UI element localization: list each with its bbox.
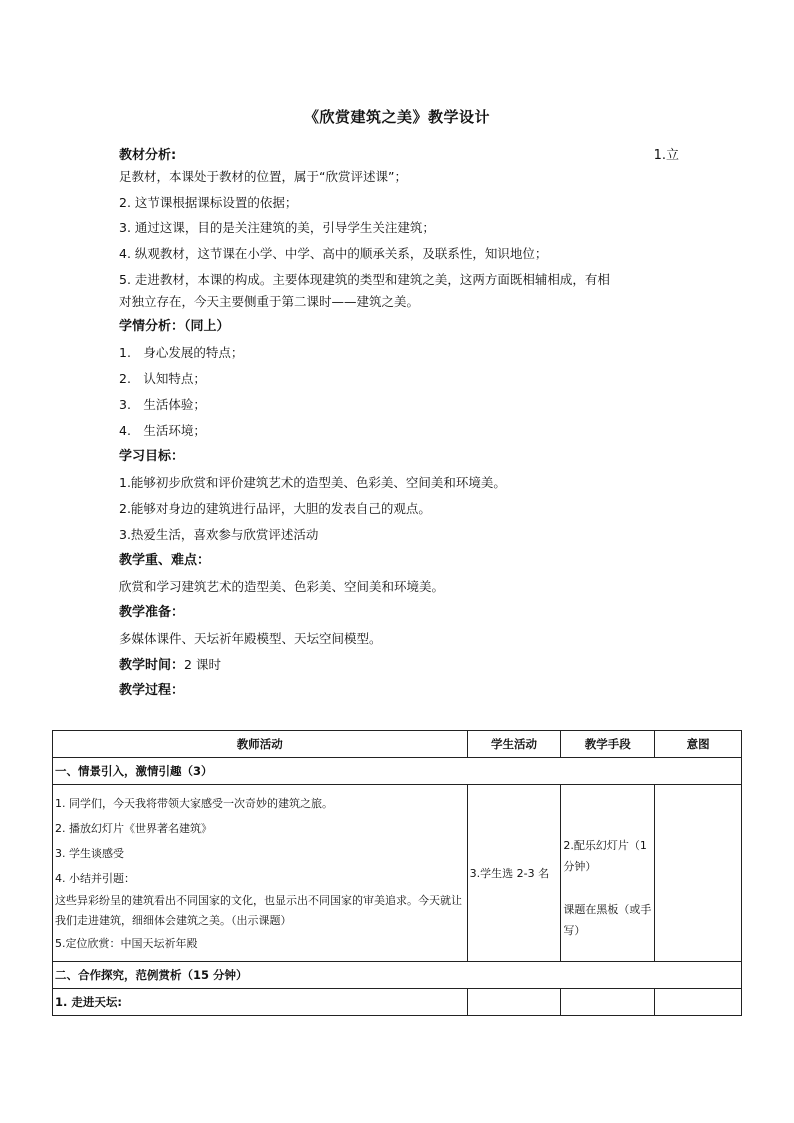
- textbook-item: 3. 通过这课，目的是关注建筑的美，引导学生关注建筑；: [119, 220, 435, 235]
- preparation-text: 多媒体课件、天坛祈年殿模型、天坛空间模型。: [119, 631, 382, 646]
- teacher-item: 5.定位欣赏：中国天坛祈年殿: [55, 937, 198, 950]
- learning-goals-heading: 学习目标：: [119, 449, 185, 464]
- goal-item: 3.热爱生活，喜欢参与欣赏评述活动: [119, 527, 319, 542]
- teacher-item: 1. 同学们，今天我将带领大家感受一次奇妙的建筑之旅。: [55, 797, 333, 810]
- student-activity-cell: 3.学生选 2-3 名: [467, 785, 561, 962]
- intent-cell: [655, 785, 742, 962]
- lesson-plan-table: [52, 730, 742, 1016]
- section-row: [53, 758, 742, 785]
- means-item: 2.配乐幻灯片（1分钟）: [563, 839, 647, 873]
- empty-cell: [655, 989, 742, 1016]
- column-header: 教学手段: [561, 731, 655, 758]
- column-header: 学生活动: [467, 731, 561, 758]
- teaching-means-cell: [561, 785, 655, 962]
- learner-item: 3. 生活体验；: [119, 397, 206, 412]
- preparation-heading: 教学准备：: [119, 605, 185, 620]
- textbook-item: 对独立存在，今天主要侧重于第二课时——建筑之美。: [119, 294, 420, 309]
- table-row: [53, 989, 742, 1016]
- learner-analysis-heading: 学情分析：（同上）: [119, 319, 230, 334]
- textbook-item: 4. 纵观教材，这节课在小学、中学、高中的顺承关系，及联系性，知识地位；: [119, 246, 548, 261]
- document-title: 《欣赏建筑之美》教学设计: [303, 108, 490, 126]
- column-header: 意图: [655, 731, 742, 758]
- learner-item: 4. 生活环境；: [119, 423, 206, 438]
- goal-item: 2.能够对身边的建筑进行品评，大胆的发表自己的观点。: [119, 501, 431, 516]
- teaching-process-heading: 教学过程：: [119, 683, 185, 698]
- empty-cell: [561, 989, 655, 1016]
- textbook-item: 足教材，本课处于教材的位置，属于“欣赏评述课”；: [119, 169, 407, 184]
- key-points-heading: 教学重、难点：: [119, 553, 211, 568]
- teaching-time-heading: 教学时间：: [119, 658, 185, 673]
- means-item: 课题在黑板（或手写）: [563, 903, 652, 937]
- table-row: [53, 785, 742, 962]
- table-header-row: [53, 731, 742, 758]
- textbook-analysis-heading: 教材分析: 1.立: [119, 148, 679, 163]
- learner-item: 2. 认知特点；: [119, 371, 206, 386]
- sub-item-cell: 1. 走进天坛:: [53, 989, 468, 1016]
- teacher-item: 3. 学生谈感受: [55, 847, 124, 860]
- section-title: 一、情景引入，激情引趣（3）: [53, 758, 742, 785]
- column-header: 教师活动: [53, 731, 468, 758]
- teacher-item: 2. 播放幻灯片《世界著名建筑》: [55, 822, 212, 835]
- textbook-item: 5. 走进教材，本课的构成。主要体现建筑的类型和建筑之美，这两方面既相辅相成，有相: [119, 272, 610, 287]
- teaching-time-value: 2 课时: [184, 657, 221, 672]
- section-title: 二、合作探究，范例赏析（15 分钟）: [53, 962, 742, 989]
- learner-item: 1. 身心发展的特点；: [119, 345, 244, 360]
- key-points-text: 欣赏和学习建筑艺术的造型美、色彩美、空间美和环境美。: [119, 579, 445, 594]
- goal-item: 1.能够初步欣赏和评价建筑艺术的造型美、色彩美、空间美和环境美。: [119, 475, 506, 490]
- empty-cell: [467, 989, 561, 1016]
- teacher-item: 这些异彩纷呈的建筑看出不同国家的文化，也显示出不同国家的审美追求。今天就让我们走进建筑，细细体会建筑之美。（出示课题）: [55, 894, 462, 927]
- teaching-time: [119, 656, 679, 675]
- textbook-item: 2. 这节课根据课标设置的依据；: [119, 195, 298, 210]
- teacher-item: 4. 小结并引题：: [55, 872, 135, 885]
- teacher-activity-cell: [53, 785, 468, 962]
- textbook-analysis-tail: 1.立: [653, 148, 679, 163]
- section-row: [53, 962, 742, 989]
